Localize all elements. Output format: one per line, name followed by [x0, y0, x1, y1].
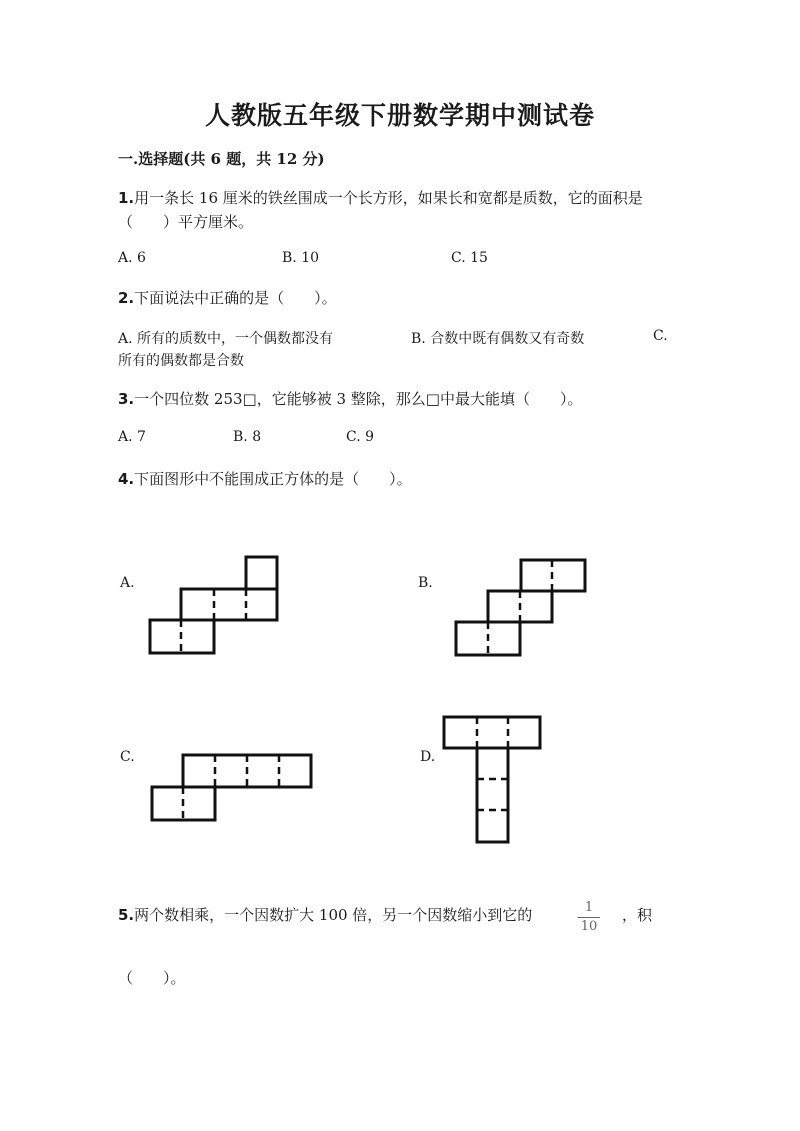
fraction-denominator: 10 [580, 919, 598, 934]
question-2-text: 下面说法中正确的是（ ）。 [134, 289, 337, 307]
question-5-line-2: （ ）。 [118, 969, 186, 987]
fraction-bar [578, 917, 600, 918]
question-1-option-c[interactable]: C. 15 [451, 250, 488, 266]
net-a-outline-top [246, 557, 277, 589]
fraction-one-tenth [578, 900, 600, 935]
cube-net-a[interactable] [150, 556, 280, 656]
question-4-number: 4. [118, 470, 135, 488]
question-2-option-b[interactable]: B. 合数中既有偶数又有奇数 [411, 331, 585, 347]
question-5-line-1 [118, 903, 532, 927]
question-5-text: 两个数相乘，一个因数扩大 100 倍，另一个因数缩小到它的 [134, 906, 533, 924]
figure-b-label[interactable]: B. [418, 575, 433, 591]
question-3-option-a[interactable]: A. 7 [118, 429, 146, 445]
cube-net-c[interactable] [151, 754, 316, 824]
cube-net-b[interactable] [455, 559, 590, 659]
figure-c-label[interactable]: C. [120, 749, 135, 765]
question-2-option-c-text: 所有的偶数都是合数 [118, 353, 244, 369]
question-3-number: 3. [118, 390, 135, 408]
section-heading: 一.选择题(共 6 题，共 12 分) [118, 150, 325, 168]
question-4-text: 下面图形中不能围成正方体的是（ ）。 [134, 470, 412, 488]
question-5-number: 5. [118, 906, 135, 924]
question-3-option-b[interactable]: B. 8 [233, 429, 262, 445]
cube-net-d[interactable] [443, 716, 545, 846]
question-1-option-b[interactable]: B. 10 [282, 250, 320, 266]
question-1-text: 用一条长 16 厘米的铁丝围成一个长方形，如果长和宽都是质数，它的面积是 [134, 189, 643, 207]
question-5-line-1-end: ，积 [622, 906, 653, 924]
question-4-line-1 [118, 467, 412, 491]
fraction-numerator: 1 [584, 900, 594, 915]
question-1-number: 1. [118, 189, 135, 207]
question-3-line-1 [118, 387, 582, 411]
net-d-outline-top [444, 717, 540, 748]
question-2-option-c[interactable]: C. [653, 328, 668, 344]
question-2-number: 2. [118, 289, 135, 307]
net-d-outline-stem [477, 748, 508, 842]
question-2-option-a[interactable]: A. 所有的质数中，一个偶数都没有 [118, 331, 334, 347]
figure-a-label[interactable]: A. [120, 575, 135, 591]
question-1-line-1 [118, 186, 643, 210]
net-a-outline-middle [181, 589, 277, 620]
question-3-text: 一个四位数 253□，它能够被 3 整除，那么□中最大能填（ ）。 [134, 390, 583, 408]
question-1-option-a[interactable]: A. 6 [118, 250, 146, 266]
figure-d-label[interactable]: D. [420, 749, 436, 765]
page-title: 人教版五年级下册数学期中测试卷 [204, 101, 595, 130]
question-1-line-2: （ ）平方厘米。 [118, 213, 254, 231]
question-2-line-1 [118, 286, 337, 310]
question-3-option-c[interactable]: C. 9 [346, 429, 375, 445]
